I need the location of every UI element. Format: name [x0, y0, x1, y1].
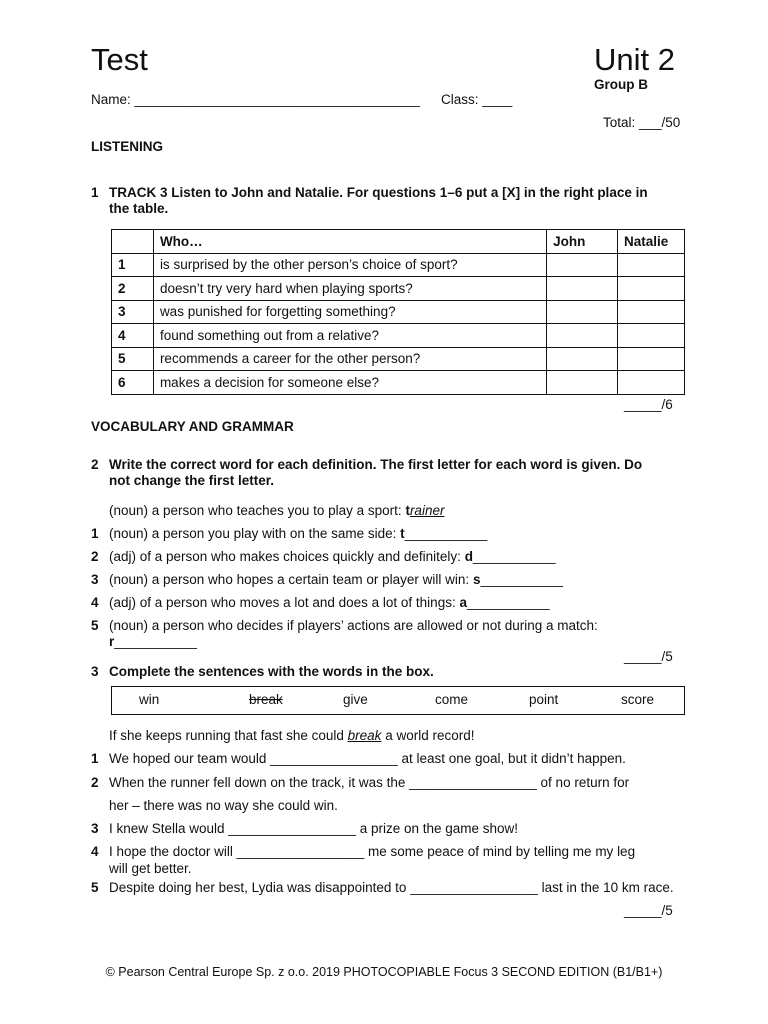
total-score: Total: ___/50	[603, 115, 681, 130]
row-question: was punished for forgetting something?	[153, 300, 546, 324]
exercise-3-score: _____/5	[624, 903, 673, 918]
item-number: 5	[91, 880, 99, 895]
vocab-item	[109, 526, 487, 541]
answer-blank[interactable]: ___________	[404, 526, 488, 541]
listening-heading: LISTENING	[91, 139, 164, 154]
vocab-item	[109, 572, 563, 587]
john-answer-cell[interactable]	[547, 371, 618, 395]
vocab-item-definition: (noun) a person who decides if players’ actions are allowed or not during a match:	[109, 618, 598, 633]
item-first-letter: s	[472, 572, 481, 587]
item-first-letter: r	[109, 634, 115, 649]
sentence-item: When the runner fell down on the track, it was the _________________ of no return for	[109, 775, 630, 790]
word-box-item: win	[139, 692, 160, 707]
example-definition: (noun) a person who teaches you to play a sport:	[109, 503, 406, 518]
instruction-text: Listen to John and Natalie. For questions 1–6 put a [X] in the right place in	[171, 185, 648, 200]
table-header-cell	[112, 230, 154, 254]
sentence-item: We hoped our team would _________________ at least one goal, but it didn’t happen.	[109, 751, 626, 766]
word-box-item-used: break	[249, 692, 283, 707]
name-field: Name: ______________________________________	[91, 92, 420, 107]
natalie-answer-cell[interactable]	[618, 300, 685, 324]
row-question: is surprised by the other person’s choice of sport?	[153, 253, 546, 277]
example-first-letter: t	[405, 503, 410, 518]
item-definition: (noun) a person you play with on the same side:	[109, 526, 401, 541]
item-number: 2	[91, 775, 99, 790]
table-header-cell: John	[547, 230, 618, 254]
listening-table	[111, 229, 685, 395]
sentence-item: I hope the doctor will _________________ me some peace of mind by telling me my leg	[109, 844, 636, 859]
row-question: makes a decision for someone else?	[153, 371, 546, 395]
row-number: 6	[112, 371, 154, 395]
item-definition: (adj) of a person who moves a lot and does a lot of things:	[109, 595, 460, 610]
natalie-answer-cell[interactable]	[618, 277, 685, 301]
group-label: Group B	[594, 77, 648, 92]
john-answer-cell[interactable]	[547, 277, 618, 301]
word-box-item: score	[621, 692, 655, 707]
exercise-3-number: 3	[91, 664, 99, 679]
row-number: 5	[112, 347, 154, 371]
example-before: If she keeps running that fast she could	[109, 728, 348, 743]
word-box-item: give	[343, 692, 368, 707]
exercise-2-instruction: Write the correct word for each definition. The first letter for each word is given. Do	[109, 457, 643, 472]
item-number: 4	[91, 844, 99, 859]
unit-label: Unit 2	[594, 42, 675, 77]
table-header-row	[112, 230, 685, 254]
row-question: doesn’t try very hard when playing sports?	[153, 277, 546, 301]
natalie-answer-cell[interactable]	[618, 371, 685, 395]
row-number: 1	[112, 253, 154, 277]
class-field: Class: ____	[441, 92, 513, 107]
exercise-3-example	[109, 728, 474, 743]
answer-blank[interactable]: ___________	[472, 549, 556, 564]
row-number: 3	[112, 300, 154, 324]
exercise-1-instruction-line2: the table.	[109, 201, 169, 216]
vocab-item	[109, 549, 556, 564]
row-question: recommends a career for the other person?	[153, 347, 546, 371]
exercise-2-score: _____/5	[624, 649, 673, 664]
exercise-1-score: _____/6	[624, 397, 673, 412]
answer-blank[interactable]: ___________	[466, 595, 550, 610]
natalie-answer-cell[interactable]	[618, 324, 685, 348]
item-number: 3	[91, 821, 99, 836]
item-first-letter: t	[400, 526, 405, 541]
example-after: a world record!	[381, 728, 475, 743]
example-answer: rainer	[409, 503, 445, 518]
row-number: 2	[112, 277, 154, 301]
vocab-item-answer	[109, 634, 197, 649]
john-answer-cell[interactable]	[547, 347, 618, 371]
sentence-item-line2: will get better.	[109, 861, 192, 876]
footer-copyright: © Pearson Central Europe Sp. z o.o. 2019 PHOTOCOPIABLE Focus 3 SECOND EDITION (B1/B1+)	[105, 965, 663, 979]
item-number: 3	[91, 572, 99, 587]
sentence-item: I knew Stella would _________________ a prize on the game show!	[109, 821, 519, 836]
table-row	[112, 347, 685, 371]
exercise-2-example	[109, 503, 444, 518]
table-row	[112, 277, 685, 301]
word-box	[111, 686, 685, 715]
row-number: 4	[112, 324, 154, 348]
john-answer-cell[interactable]	[547, 300, 618, 324]
table-header-cell: Who…	[153, 230, 546, 254]
answer-blank[interactable]: ___________	[480, 572, 564, 587]
item-number: 1	[91, 526, 99, 541]
sentence-item-line2: her – there was no way she could win.	[109, 798, 338, 813]
item-first-letter: d	[464, 549, 473, 564]
exercise-1-number: 1	[91, 185, 99, 200]
table-row	[112, 324, 685, 348]
exercise-1-instruction	[109, 185, 648, 200]
exercise-3-instruction: Complete the sentences with the words in the box.	[109, 664, 434, 679]
john-answer-cell[interactable]	[547, 253, 618, 277]
natalie-answer-cell[interactable]	[618, 347, 685, 371]
vocab-heading: VOCABULARY AND GRAMMAR	[91, 419, 294, 434]
exercise-2-instruction-line2: not change the first letter.	[109, 473, 275, 488]
table-row	[112, 253, 685, 277]
table-row	[112, 300, 685, 324]
item-number: 4	[91, 595, 99, 610]
item-definition: (noun) a person who hopes a certain team or player will win:	[109, 572, 473, 587]
word-box-item: point	[529, 692, 559, 707]
vocab-item	[109, 595, 550, 610]
item-definition: (adj) of a person who makes choices quickly and definitely:	[109, 549, 465, 564]
item-number: 2	[91, 549, 99, 564]
table-row	[112, 371, 685, 395]
page-title: Test	[91, 42, 148, 77]
word-box-item: come	[435, 692, 469, 707]
item-number: 5	[91, 618, 99, 633]
example-word: break	[347, 728, 382, 743]
exercise-2-number: 2	[91, 457, 99, 472]
natalie-answer-cell[interactable]	[618, 253, 685, 277]
item-first-letter: a	[459, 595, 467, 610]
track-label: TRACK 3	[109, 185, 168, 200]
item-number: 1	[91, 751, 99, 766]
sentence-item: Despite doing her best, Lydia was disappointed to _________________ last in the 10 km race.	[109, 880, 674, 895]
john-answer-cell[interactable]	[547, 324, 618, 348]
answer-blank[interactable]: ___________	[114, 634, 197, 649]
table-header-cell: Natalie	[618, 230, 685, 254]
row-question: found something out from a relative?	[153, 324, 546, 348]
